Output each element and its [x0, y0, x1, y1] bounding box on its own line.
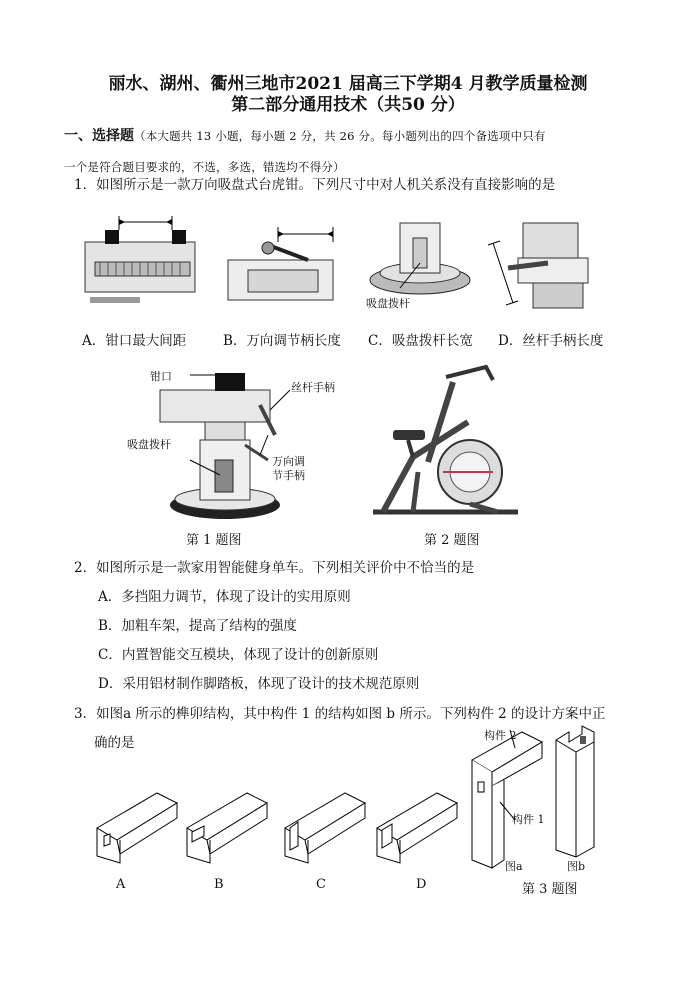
section-instructions: [64, 121, 654, 182]
section-note-2: 一个是符合题目要求的，不选，多选，错选均不得分）: [64, 160, 345, 174]
q3-stem-line1: 3．如图a 所示的榫卯结构，其中构件 1 的结构如图 b 所示。下列构件 2 的设计方案中正: [74, 706, 606, 722]
q1-image-d: [488, 218, 593, 313]
q3-label-part1: 构件 1: [512, 813, 545, 826]
q1-label-suction-lever: 吸盘拨杆: [127, 438, 171, 451]
q1-image-c-label: 吸盘拨杆: [366, 297, 410, 310]
q3-choice-a[interactable]: A: [116, 877, 126, 892]
q3-stem-line2: 确的是: [94, 735, 135, 751]
q3-choice-c-drawing: [280, 788, 370, 868]
q3-caption: 第 3 题图: [522, 882, 578, 897]
q3-choice-d[interactable]: D: [416, 877, 427, 892]
q2-option-b[interactable]: B．加粗车架，提高了结构的强度: [98, 618, 297, 634]
q3-figure-a: [470, 720, 550, 870]
q3-label-fig-a: 图a: [505, 860, 523, 873]
q3-choice-d-drawing: [372, 788, 462, 868]
q2-stem: 2．如图所示是一款家用智能健身单车。下列相关评价中不恰当的是: [74, 560, 475, 576]
q1-caption: 第 1 题图: [186, 533, 242, 548]
q2-caption: 第 2 题图: [424, 533, 480, 548]
q1-option-a[interactable]: A．钳口最大间距: [82, 333, 187, 349]
q3-label-part2: 构件 2: [484, 729, 517, 742]
section-note-1: （本大题共 13 小题，每小题 2 分，共 26 分。每小题列出的四个备选项中只有: [134, 129, 546, 143]
q3-figure-b: [554, 722, 599, 862]
q3-label-fig-b: 图b: [567, 860, 586, 873]
section-heading: 一、选择题: [64, 128, 134, 144]
q3-choice-a-drawing: [92, 788, 182, 868]
q1-label-jaw: 钳口: [150, 370, 172, 383]
q1-label-swivel-2: 节手柄: [272, 469, 305, 482]
q1-stem: 1．如图所示是一款万向吸盘式台虎钳。下列尺寸中对人机关系没有直接影响的是: [74, 177, 556, 193]
q1-image-b: [228, 220, 338, 305]
q2-figure-bike: [368, 362, 523, 527]
q1-label-screw-handle: 丝杆手柄: [291, 381, 335, 394]
q1-option-b[interactable]: B．万向调节柄长度: [223, 333, 341, 349]
q2-option-c[interactable]: C．内置智能交互模块，体现了设计的创新原则: [98, 647, 379, 663]
q1-option-c[interactable]: C．吸盘拨杆长宽: [368, 333, 473, 349]
q3-choice-b-drawing: [182, 788, 272, 868]
q3-choice-c[interactable]: C: [316, 877, 326, 892]
q1-image-a: [80, 212, 200, 312]
q2-option-a[interactable]: A．多挡阻力调节，体现了设计的实用原则: [98, 589, 351, 605]
q1-label-swivel-1: 万向调: [272, 455, 305, 468]
q1-image-c: [365, 218, 475, 298]
q2-option-d[interactable]: D．采用铝材制作脚踏板，体现了设计的技术规范原则: [98, 676, 420, 692]
exam-title-line2: 第二部分通用技术（共50 分）: [231, 95, 465, 115]
exam-title-line1: 丽水、湖州、衢州三地市2021 届高三下学期4 月教学质量检测: [108, 74, 588, 94]
q3-choice-b[interactable]: B: [214, 877, 224, 892]
q1-option-d[interactable]: D．丝杆手柄长度: [498, 333, 604, 349]
